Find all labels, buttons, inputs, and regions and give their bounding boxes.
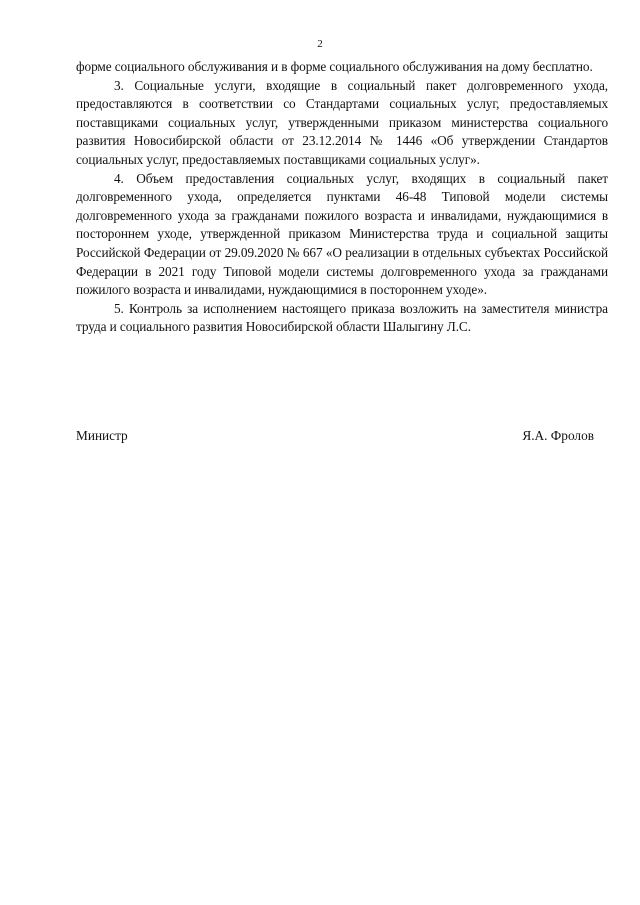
paragraph-item-5: 5. Контроль за исполнением настоящего приказа возложить на заместителя министра труда и социального развития Новосибирской области Шалыгину Л.С.: [76, 300, 608, 335]
paragraph-item-4: 4. Объем предоставления социальных услуг, входящих в социальный пакет долговременного ухода, определяется пунктами 46-48 Типовой модели системы долговременного ухода за гражданами пожилого возраста и инвалидами, нуждающимися в постороннем уходе, утвержденной приказом Министерства труда и социальной защиты Российской Федерации от 29.09.2020 № 667 «О реализации в отдельных субъектах Российской Федерации в 2021 году Типовой модели системы долговременного ухода за гражданами пожилого возраста и инвалидами, нуждающимися в постороннем уходе».: [76, 170, 608, 298]
signatory-position: Министр: [76, 428, 128, 443]
paragraph-item-3: 3. Социальные услуги, входящие в социальный пакет долговременного ухода, предоставляются в соответствии со Стандартами социальных услуг, предоставляемых поставщиками социальных услуг, утвержденными приказом министерства социального развития Новосибирской области от 23.12.2014 № 1446 «Об утверждении Стандартов социальных услуг, предоставляемых поставщиками социальных услуг».: [76, 77, 608, 167]
signature-block: [76, 427, 594, 445]
page-number: 2: [317, 38, 323, 50]
document-body: [76, 58, 608, 337]
signatory-name: Я.А. Фролов: [522, 428, 594, 443]
paragraph-continuation: форме социального обслуживания и в форме социального обслуживания на дому бесплатно.: [76, 59, 593, 74]
